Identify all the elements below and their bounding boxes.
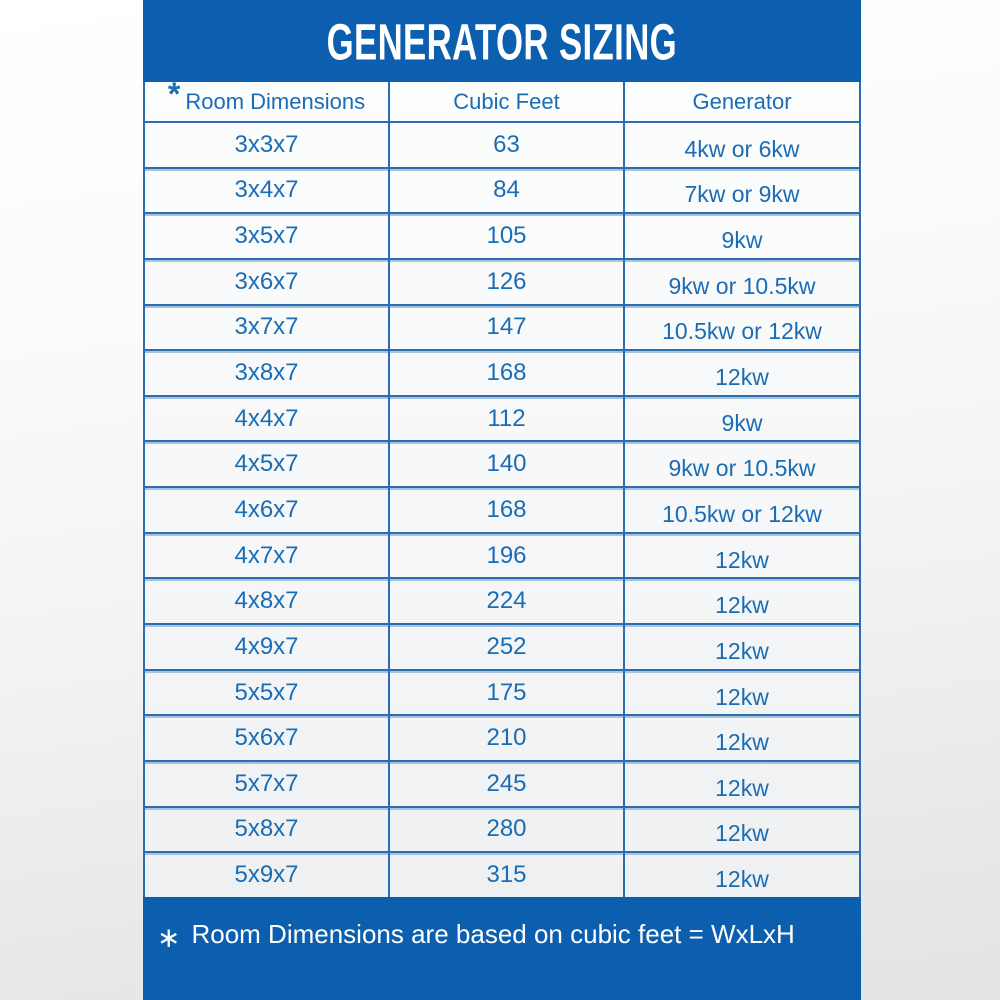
cell-cubic-feet: 105 bbox=[390, 214, 625, 258]
table-row bbox=[145, 258, 859, 304]
cell-room-dimensions: 5x8x7 bbox=[145, 808, 390, 852]
cell-cubic-feet: 63 bbox=[390, 123, 625, 167]
cell-generator: 10.5kw or 12kw bbox=[662, 500, 822, 527]
cell-cubic-feet: 112 bbox=[390, 397, 625, 441]
cell-room-dimensions: 3x6x7 bbox=[145, 260, 390, 304]
cell-room-dimensions: 5x5x7 bbox=[145, 671, 390, 715]
cell-room-dimensions: 4x9x7 bbox=[145, 625, 390, 669]
table-body bbox=[145, 123, 859, 897]
column-header-cubic-feet: Cubic Feet bbox=[390, 82, 625, 121]
footnote-text: Room Dimensions are based on cubic feet = WxLxH bbox=[191, 919, 795, 949]
table-row bbox=[145, 714, 859, 760]
column-header-room-dimensions bbox=[145, 76, 390, 121]
generator-sizing-panel bbox=[143, 0, 861, 1000]
cell-generator: 10.5kw or 12kw bbox=[662, 318, 822, 345]
table-row bbox=[145, 806, 859, 852]
cell-cubic-feet: 175 bbox=[390, 671, 625, 715]
cell-generator: 12kw bbox=[715, 820, 769, 847]
cell-cubic-feet: 147 bbox=[390, 306, 625, 350]
cell-generator: 9kw or 10.5kw bbox=[668, 272, 816, 299]
cell-cubic-feet: 280 bbox=[390, 808, 625, 852]
table-row bbox=[145, 304, 859, 350]
table-row bbox=[145, 395, 859, 441]
cell-room-dimensions: 4x4x7 bbox=[145, 397, 390, 441]
footnote-band bbox=[143, 897, 861, 1000]
cell-room-dimensions: 3x3x7 bbox=[145, 123, 390, 167]
cell-generator: 9kw bbox=[721, 409, 763, 436]
cell-cubic-feet: 224 bbox=[390, 579, 625, 623]
cell-room-dimensions: 5x6x7 bbox=[145, 716, 390, 760]
cell-generator: 9kw or 10.5kw bbox=[668, 455, 816, 482]
cell-cubic-feet: 252 bbox=[390, 625, 625, 669]
footnote-asterisk: ∗ bbox=[157, 922, 181, 953]
table-row bbox=[145, 760, 859, 806]
table-row bbox=[145, 349, 859, 395]
table-row bbox=[145, 212, 859, 258]
table-row bbox=[145, 532, 859, 578]
column-header-generator: Generator bbox=[692, 88, 792, 114]
cell-generator: 12kw bbox=[715, 546, 769, 573]
table-row bbox=[145, 577, 859, 623]
table-row bbox=[145, 623, 859, 669]
cell-room-dimensions: 4x8x7 bbox=[145, 579, 390, 623]
table-row bbox=[145, 123, 859, 167]
cell-cubic-feet: 84 bbox=[390, 169, 625, 213]
cell-room-dimensions: 4x5x7 bbox=[145, 442, 390, 486]
cell-generator: 12kw bbox=[715, 683, 769, 710]
page-title: GENERATOR SIZING bbox=[326, 12, 678, 70]
cell-cubic-feet: 140 bbox=[390, 442, 625, 486]
title-band bbox=[143, 0, 861, 82]
cell-room-dimensions: 3x4x7 bbox=[145, 169, 390, 213]
cell-generator: 4kw or 6kw bbox=[684, 135, 800, 162]
table-row bbox=[145, 167, 859, 213]
cell-generator: 9kw bbox=[721, 227, 763, 254]
table-row bbox=[145, 486, 859, 532]
cell-room-dimensions: 3x5x7 bbox=[145, 214, 390, 258]
table-row bbox=[145, 669, 859, 715]
cell-cubic-feet: 168 bbox=[390, 488, 625, 532]
cell-cubic-feet: 168 bbox=[390, 351, 625, 395]
cell-room-dimensions: 5x9x7 bbox=[145, 853, 390, 897]
cell-room-dimensions: 3x7x7 bbox=[145, 306, 390, 350]
cell-generator: 12kw bbox=[715, 592, 769, 619]
cell-generator: 12kw bbox=[715, 774, 769, 801]
table-header-row bbox=[145, 76, 859, 123]
cell-generator: 12kw bbox=[715, 866, 769, 893]
cell-room-dimensions: 4x6x7 bbox=[145, 488, 390, 532]
cell-generator: 7kw or 9kw bbox=[684, 181, 800, 208]
cell-generator: 12kw bbox=[715, 729, 769, 756]
cell-room-dimensions: 3x8x7 bbox=[145, 351, 390, 395]
cell-generator: 12kw bbox=[715, 637, 769, 664]
cell-room-dimensions: 4x7x7 bbox=[145, 534, 390, 578]
table-row bbox=[145, 440, 859, 486]
cell-cubic-feet: 245 bbox=[390, 762, 625, 806]
cell-generator: 12kw bbox=[715, 364, 769, 391]
column-header-label-room-dimensions: Room Dimensions bbox=[185, 88, 366, 114]
table-row bbox=[145, 851, 859, 897]
cell-room-dimensions: 5x7x7 bbox=[145, 762, 390, 806]
cell-cubic-feet: 315 bbox=[390, 853, 625, 897]
cell-cubic-feet: 126 bbox=[390, 260, 625, 304]
header-asterisk: * bbox=[167, 76, 181, 112]
sizing-table bbox=[143, 76, 861, 897]
cell-cubic-feet: 196 bbox=[390, 534, 625, 578]
cell-cubic-feet: 210 bbox=[390, 716, 625, 760]
